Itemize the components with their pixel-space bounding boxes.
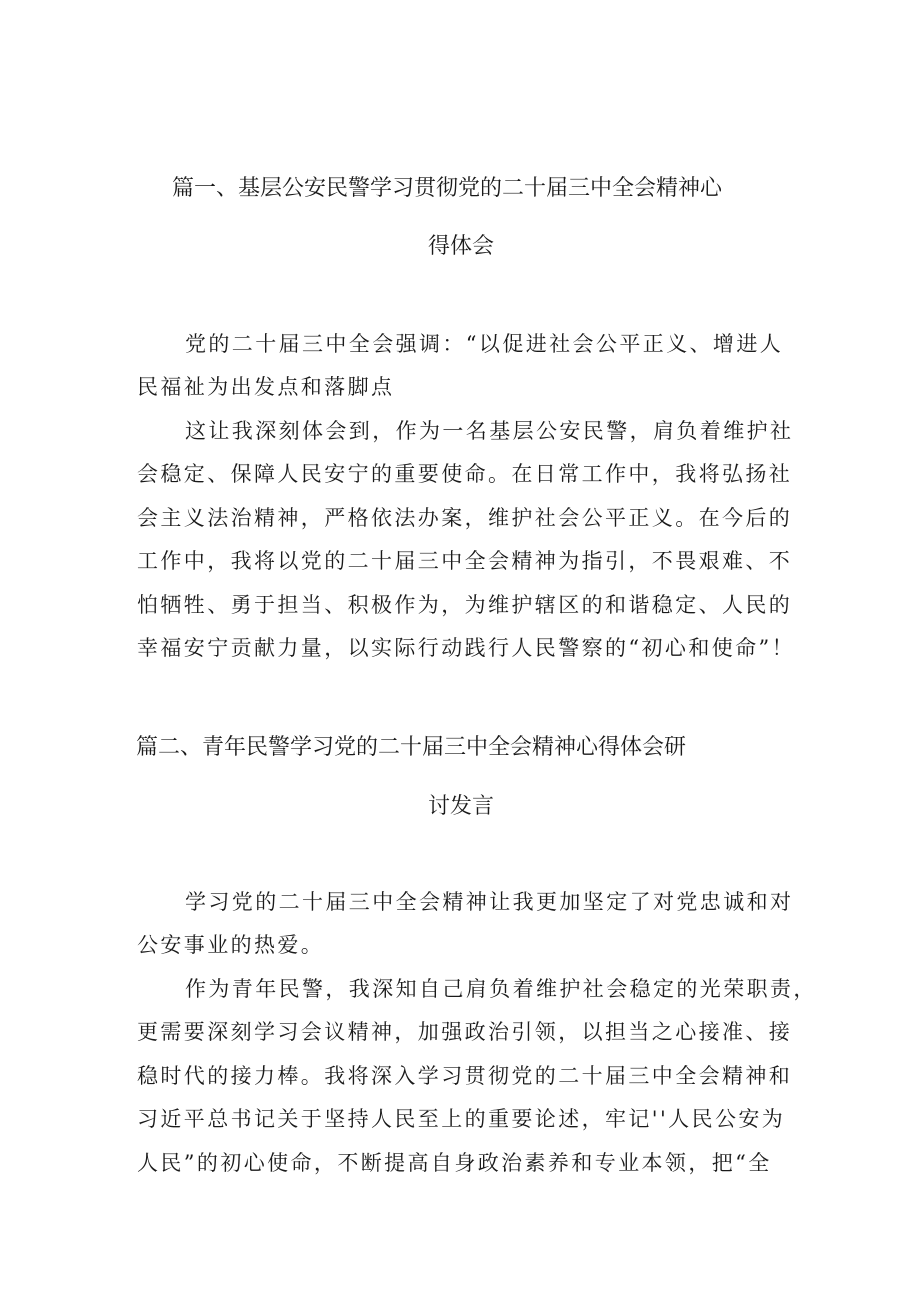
section-1-title-line-1: 篇一、基层公安民警学习贯彻党的二十届三中全会精神心 (172, 176, 723, 201)
section-1-paragraph-line-2: 民福祉为出发点和落脚点 (137, 375, 395, 399)
section-2-title-line-1: 篇二、青年民警学习党的二十届三中全会精神心得体会研 (136, 735, 687, 760)
section-2-paragraph-line-3: 作为青年民警，我深知自己肩负着维护社会稳定的光荣职责， (185, 977, 817, 1001)
section-1-paragraph-line-1: 党的二十届三中全会强调：“以促进社会公平正义、增进人 (185, 332, 784, 356)
section-1-paragraph-line-3: 这让我深刻体会到，作为一名基层公安民警，肩负着维护社 (185, 419, 794, 443)
section-1-title-line-2: 得体会 (428, 234, 495, 259)
section-1-paragraph-line-7: 怕牺牲、勇于担当、积极作为，为维护辖区的和谐稳定、人民的 (137, 593, 793, 617)
section-2-paragraph-line-1: 学习党的二十届三中全会精神让我更加坚定了对党忠诚和对 (185, 890, 794, 914)
section-1-paragraph-line-6: 工作中，我将以党的二十届三中全会精神为指引，不畏艰难、不 (137, 549, 793, 573)
section-2-title-line-2: 讨发言 (428, 794, 495, 819)
section-1-paragraph-line-5: 会主义法治精神，严格依法办案，维护社会公平正义。在今后的 (137, 506, 793, 530)
section-2-paragraph-line-6: 习近平总书记关于坚持人民至上的重要论述，牢记''人民公安为 (137, 1107, 786, 1131)
section-2-paragraph-line-4: 更需要深刻学习会议精神，加强政治引领，以担当之心接准、接 (137, 1020, 793, 1044)
section-1-paragraph-line-4: 会稳定、保障人民安宁的重要使命。在日常工作中，我将弘扬社 (137, 462, 793, 486)
section-2-paragraph-line-7: 人民”的初心使命，不断提高自身政治素养和专业本领，把“全 (137, 1151, 772, 1175)
section-2-paragraph-line-5: 稳时代的接力棒。我将深入学习贯彻党的二十届三中全会精神和 (137, 1064, 793, 1088)
section-2-paragraph-line-2: 公安事业的热爱。 (137, 933, 325, 957)
section-1-paragraph-line-8: 幸福安宁贡献力量，以实际行动践行人民警察的“初心和使命”！ (137, 636, 796, 660)
